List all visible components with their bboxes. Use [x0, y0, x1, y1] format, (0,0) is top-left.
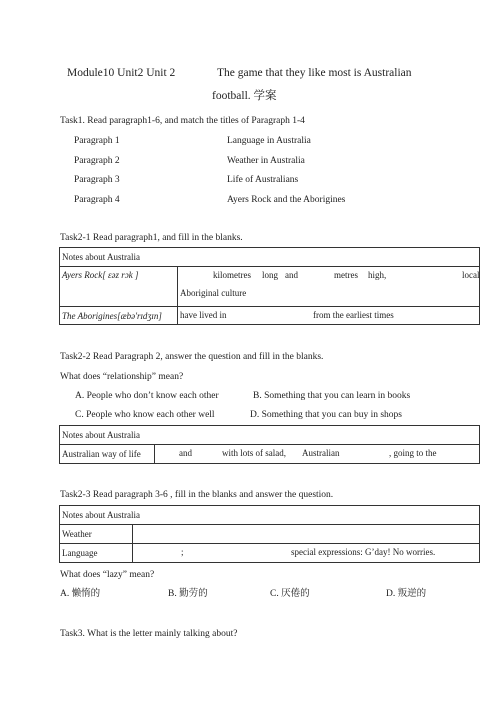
task1-title-4: Ayers Rock and the Aborigines — [227, 195, 346, 205]
ayers-rock-part-1: kilometres — [213, 270, 251, 280]
task2-1-table-header: Notes about Australia — [60, 248, 480, 267]
task2-2-question: What does “relationship” mean? — [60, 372, 184, 382]
task2-3-option-d: D. 叛逆的 — [386, 589, 427, 599]
task2-3-question: What does “lazy” mean? — [60, 570, 155, 580]
task2-2-notes-table — [59, 425, 480, 464]
way-of-life-part-2: with lots of salad, — [222, 448, 286, 458]
task2-3-option-b: B. 勤劳的 — [168, 589, 208, 599]
title-line1-left: Module10 Unit2 Unit 2 — [67, 67, 176, 79]
task1-title-1: Language in Australia — [227, 136, 311, 146]
aborigines-part-1: have lived in — [180, 309, 227, 320]
task1-paragraph-1: Paragraph 1 — [74, 136, 120, 146]
aborigines-part-2: from the earliest times — [313, 309, 394, 320]
way-of-life-notes — [155, 445, 480, 464]
task2-3-notes-table — [59, 505, 480, 563]
title-line2: football. 学案 — [212, 90, 277, 102]
task1-paragraph-2: Paragraph 2 — [74, 156, 120, 166]
weather-label: Weather — [60, 525, 133, 544]
task2-1-notes-table — [59, 247, 480, 325]
way-of-life-part-1: and — [179, 448, 192, 458]
task2-2-option-d: D. Something that you can buy in shops — [250, 410, 402, 420]
ayers-rock-part-2: long — [262, 270, 279, 280]
task1-title-2: Weather in Australia — [227, 156, 305, 166]
ayers-rock-line2: Aboriginal culture — [180, 288, 247, 298]
language-part-1: ; — [181, 547, 184, 557]
task1-paragraph-4: Paragraph 4 — [74, 195, 120, 205]
ayers-rock-label: Ayers Rock[ ɛəz rɔk ] — [60, 267, 178, 307]
task1-instruction: Task1. Read paragraph1-6, and match the titles of Paragraph 1-4 — [60, 116, 305, 126]
ayers-rock-part-4: metres — [334, 270, 358, 280]
task2-3-instruction: Task2-3 Read paragraph 3-6 , fill in the blanks and answer the question. — [60, 490, 334, 500]
ayers-rock-part-6: local — [462, 270, 480, 280]
task2-3-option-c: C. 厌倦的 — [270, 589, 310, 599]
task1-paragraph-3: Paragraph 3 — [74, 175, 120, 185]
task1-title-3: Life of Australians — [227, 175, 299, 185]
task2-2-option-b: B. Something that you can learn in books — [253, 391, 411, 401]
weather-notes — [133, 525, 480, 544]
task2-2-option-a: A. People who don’t know each other — [75, 391, 219, 401]
task3-instruction: Task3. What is the letter mainly talking about? — [60, 629, 238, 639]
aborigines-label: The Aborigines[æbə'rɪdʒɪn] — [60, 307, 178, 325]
ayers-rock-notes — [178, 267, 480, 307]
title-line1-right: The game that they like most is Australian — [217, 67, 412, 79]
task2-2-table-header: Notes about Australia — [60, 426, 480, 445]
language-notes — [133, 544, 480, 563]
task2-3-option-a: A. 懒惰的 — [60, 589, 101, 599]
language-label: Language — [60, 544, 133, 563]
aborigines-notes — [178, 307, 480, 325]
task2-3-table-header: Notes about Australia — [60, 506, 480, 525]
task2-2-instruction: Task2-2 Read Paragraph 2, answer the question and fill in the blanks. — [60, 352, 324, 362]
way-of-life-label: Australian way of life — [60, 445, 155, 464]
task2-2-option-c: C. People who know each other well — [75, 410, 215, 420]
language-part-2: special expressions: G’day! No worries. — [291, 547, 436, 557]
way-of-life-part-4: , going to the — [389, 448, 437, 458]
ayers-rock-part-5: high, — [368, 270, 387, 280]
ayers-rock-part-3: and — [285, 270, 298, 280]
task2-1-instruction: Task2-1 Read paragraph1, and fill in the blanks. — [60, 233, 243, 243]
way-of-life-part-3: Australian — [302, 448, 340, 458]
